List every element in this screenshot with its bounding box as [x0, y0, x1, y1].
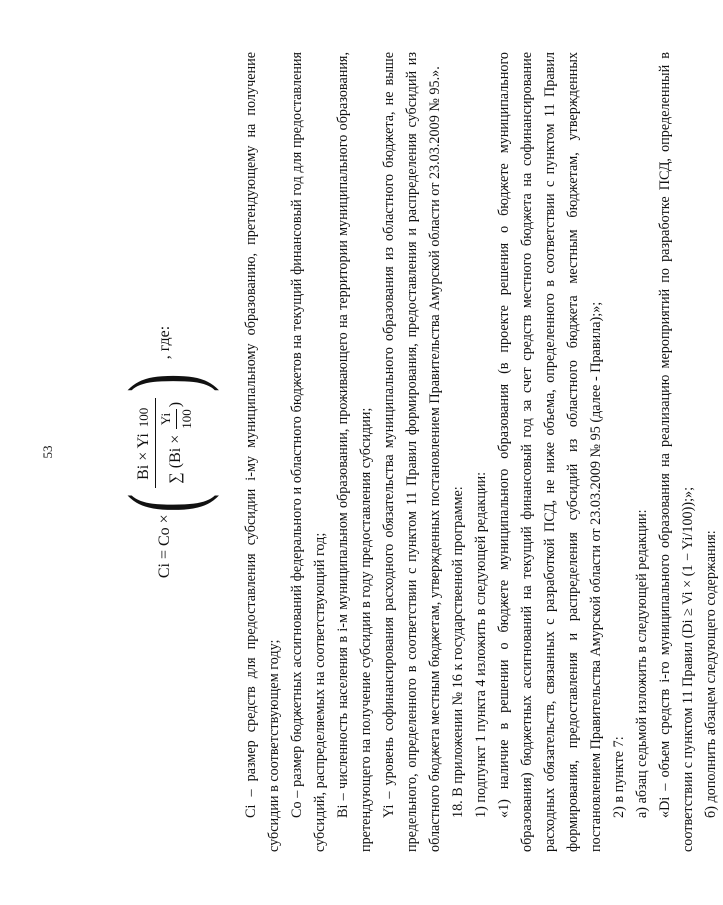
formula-num-text: Bi × Yi [135, 433, 152, 480]
formula-den-small-top: Yi [158, 412, 173, 426]
paragraph: а) абзац седьмой изложить в следующей редакции: [634, 509, 650, 818]
paragraph: б) дополнить абзацем следующего содержания: [703, 530, 719, 818]
formula-open-paren: ( [109, 493, 221, 513]
rotated-content [20, 22, 719, 882]
page-number: 53 [40, 445, 55, 459]
formula-den-text: (Bi × [167, 434, 185, 469]
formula-sum-sign: ∑ [167, 472, 185, 484]
paragraph: 18. В приложении № 16 к государственной программе: [450, 486, 466, 818]
paragraph: 1) подпункт 1 пункта 4 изложить в следующей редакции: [473, 471, 489, 818]
formula-num-small-top: 100 [136, 407, 152, 428]
formula-fraction-bar [155, 398, 156, 488]
paragraph: Yi – уровень софинансирования расходного обязательства муниципального образования из областного бюджета, не выше предельного, определенного в соответствии с пунктом 11 Правил формирования, предоставления и распределения субсидий из областного бюджета местным бюджетам, утвержденных постановлением Правительства Амурской области от 23.03.2009 № 95.». [381, 52, 443, 852]
document-body [240, 52, 723, 852]
paragraph: «Di – объем средств i-го муниципального образования на реализацию мероприятий по разработке ПСД, определенный в соответствии с пунктом 11 Правил (Di ≥ Vi × (1 − Yi/100));»; [657, 52, 696, 852]
formula-suffix: , где: [156, 325, 173, 360]
formula-numerator [135, 402, 153, 484]
formula-lhs: Ci = Co × [156, 514, 173, 579]
formula-close-paren: ) [109, 373, 221, 392]
paragraph: Co – размер бюджетных ассигнований федерального и областного бюджетов на текущий финансовый год для предоставления субсидий, распределяемых на соответствующий год; [289, 52, 328, 852]
formula-main-fraction [135, 398, 195, 488]
formula-den-small-bar [176, 409, 177, 429]
paragraph: Ci – размер средств для предоставления субсидии i-му муниципальному образованию, претендующему на получение субсидии в соответствующем году; [243, 52, 282, 852]
paragraph: 2) в пункте 7: [611, 736, 627, 818]
formula-den-small-bottom: 100 [179, 409, 194, 429]
formula-den-fraction [158, 409, 195, 429]
formula-denominator: ∑ (Bi × Yi 100 ) [158, 401, 194, 484]
subsidy-formula [100, 22, 230, 882]
paragraph: Bi – численность населения в i-м муниципальном образовании, проживающего на территории муниципального образования, претендующего на получение субсидии в году предоставления субсидии; [335, 52, 374, 852]
paragraph: «1) наличие в решении о бюджете муниципального образования (в проекте решения о бюджете муниципального образования) бюджетных ассигнований на текущий финансовый год за счет средств местного бюджета на софинансирование расходных обязательств, связанных с разработкой ПСД, не ниже объема, определенного в соответствии с пунктом 11 Правил формирования, предоставления и распределения субсидий из областного бюджета местным бюджетам, утвержденных постановлением Правительства Амурской области от 23.03.2009 № 95 (далее - Правила);»; [496, 52, 604, 852]
formula-num-fraction [136, 408, 152, 428]
